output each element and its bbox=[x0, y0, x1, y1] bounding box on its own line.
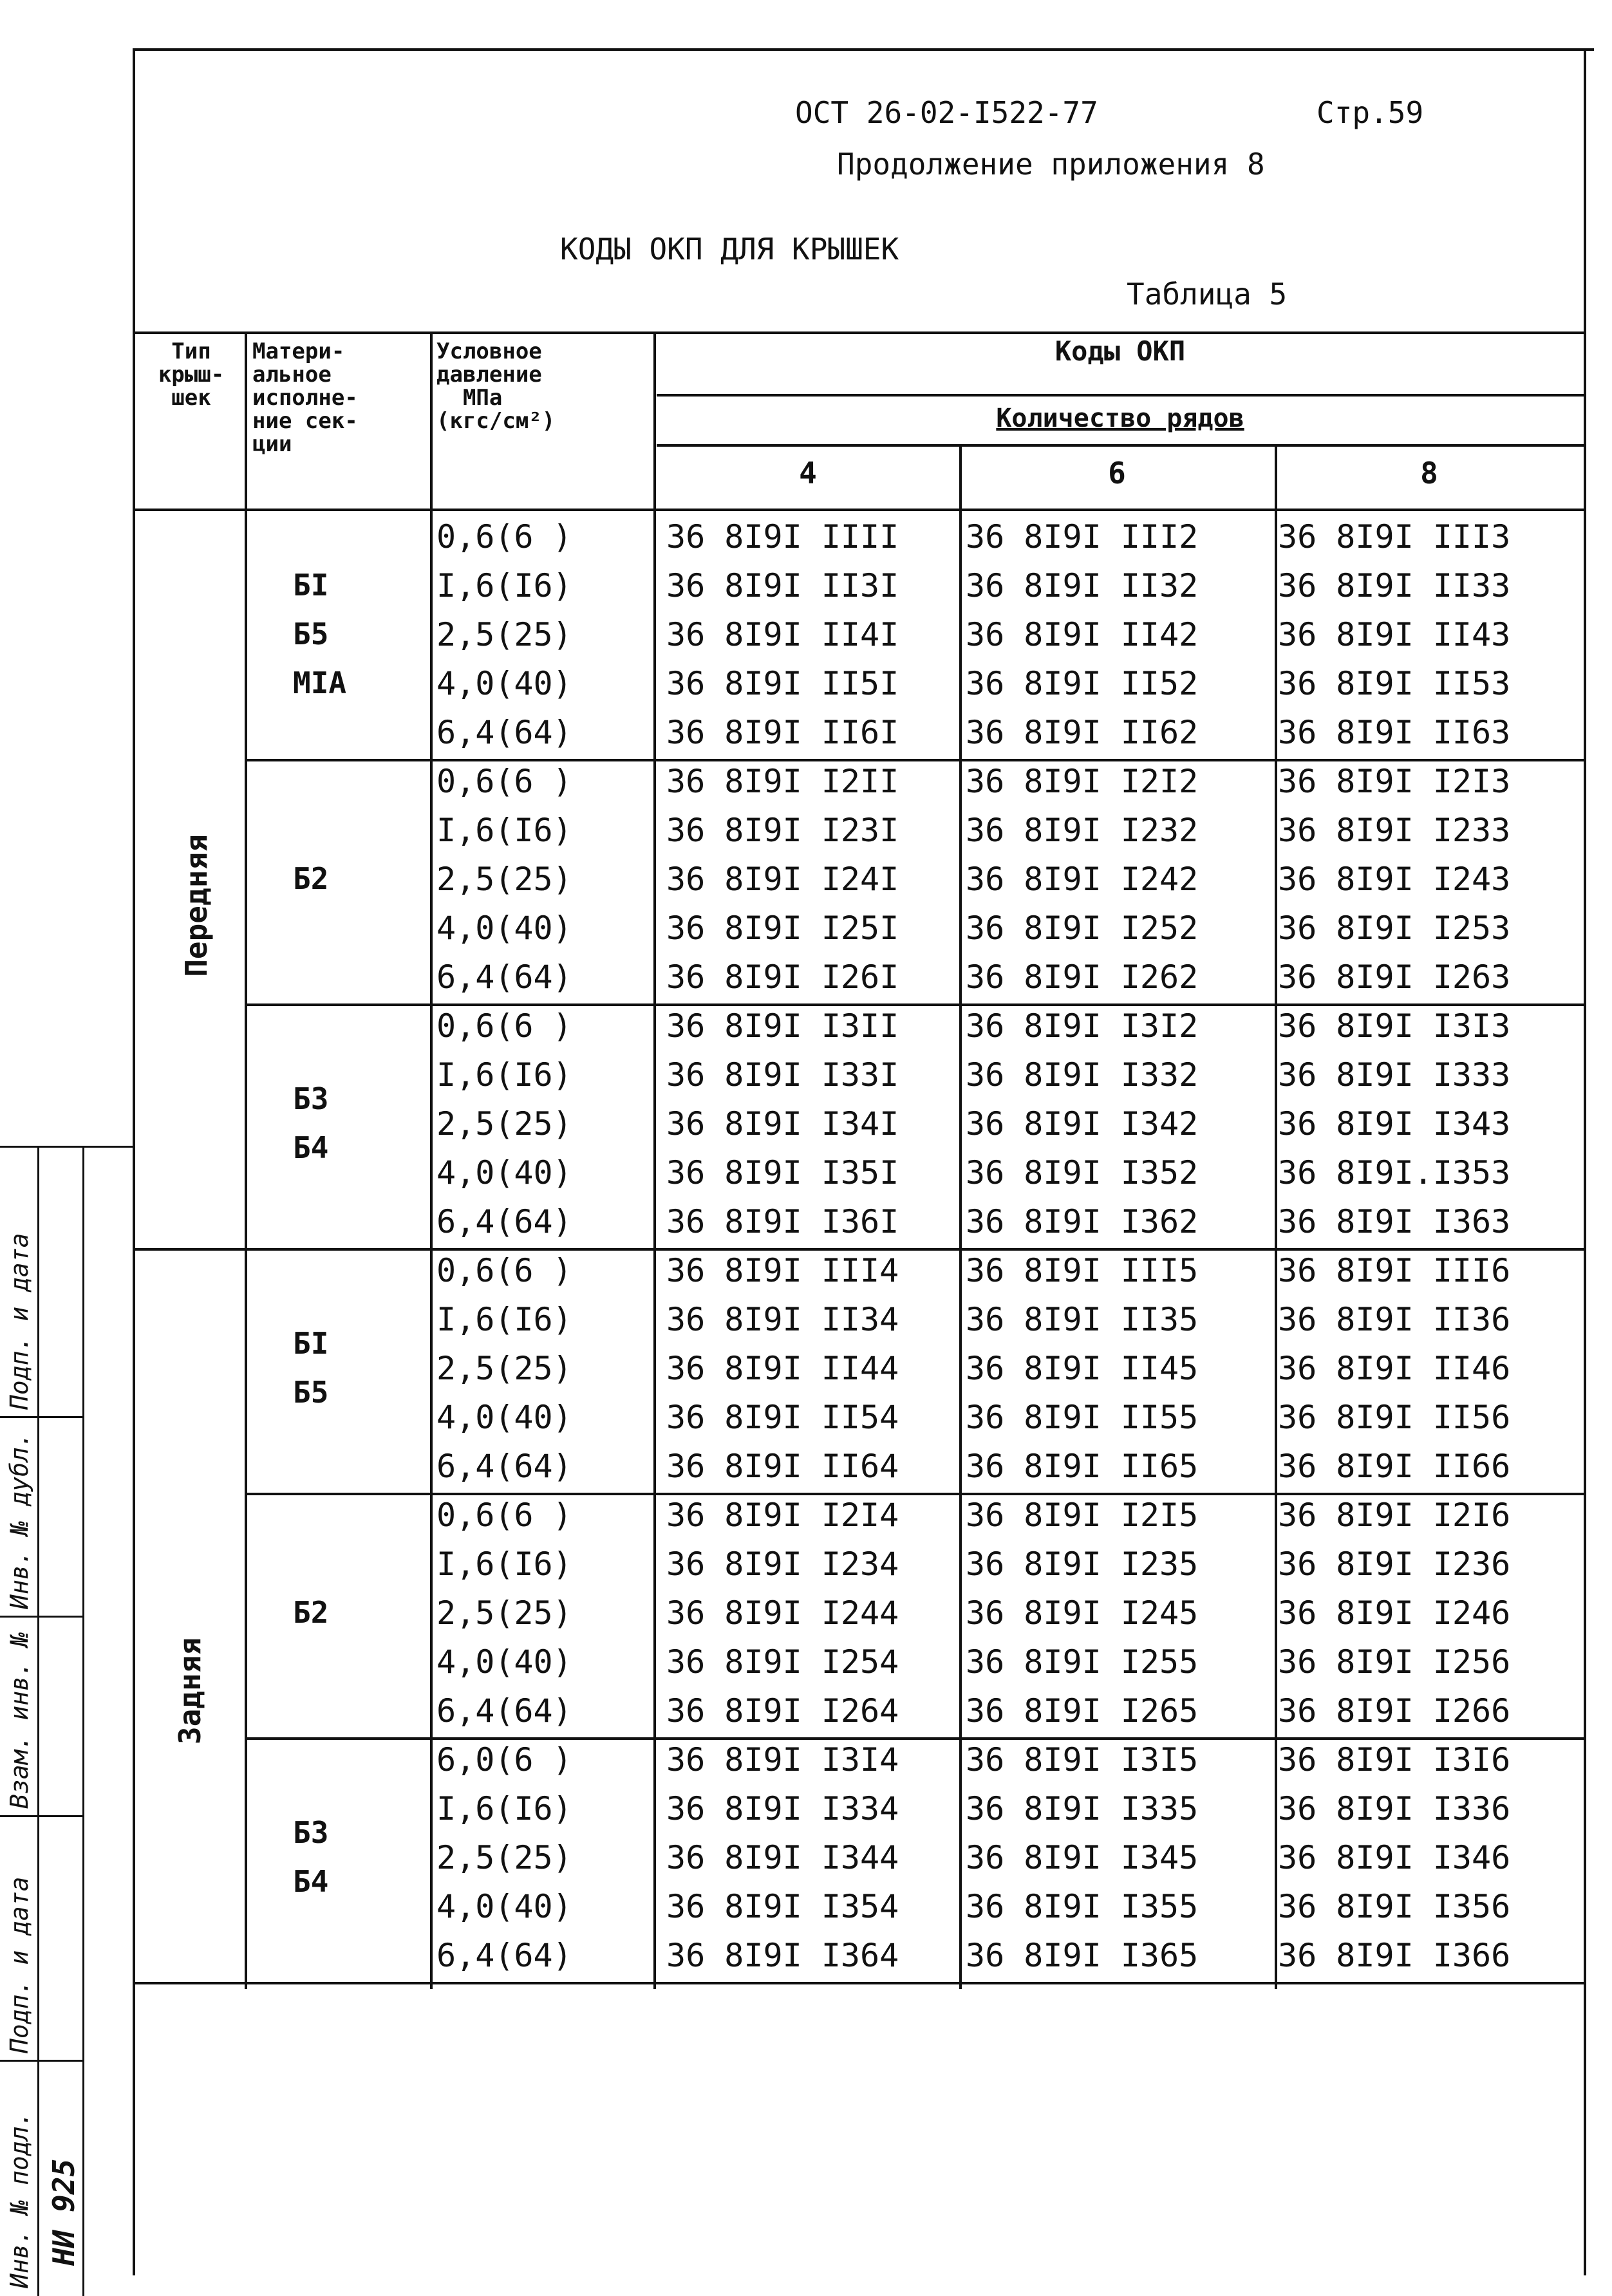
code-cell-8: 36 8I9I I253 bbox=[1278, 910, 1511, 947]
code-cell-8: 36 8I9I I243 bbox=[1278, 861, 1511, 898]
code-cell-8: 36 8I9I I343 bbox=[1278, 1105, 1511, 1143]
document-code: ОСТ 26-02-I522-77 bbox=[795, 95, 1098, 130]
code-cell-8: 36 8I9I I366 bbox=[1278, 1937, 1511, 1974]
code-cell-8: 36 8I9I.I353 bbox=[1278, 1154, 1511, 1191]
code-cell-4: 36 8I9I I244 bbox=[666, 1594, 899, 1632]
pressure-cell: 4,0(40) bbox=[436, 1399, 572, 1436]
pressure-cell: 0,6(6 ) bbox=[436, 763, 572, 800]
code-cell-4: 36 8I9I I3I4 bbox=[666, 1741, 899, 1778]
code-cell-4: 36 8I9I I34I bbox=[666, 1105, 899, 1143]
table-top-line bbox=[133, 331, 1586, 334]
code-cell-4: 36 8I9I II44 bbox=[666, 1350, 899, 1387]
pressure-cell: I,6(I6) bbox=[436, 1545, 572, 1583]
block-separator bbox=[245, 1493, 1586, 1495]
code-cell-8: 36 8I9I I336 bbox=[1278, 1790, 1511, 1827]
material-cell: Б3 Б4 bbox=[293, 1081, 329, 1165]
code-cell-8: 36 8I9I III6 bbox=[1278, 1252, 1511, 1289]
code-cell-6: 36 8I9I I355 bbox=[966, 1888, 1199, 1925]
pressure-cell: 0,6(6 ) bbox=[436, 518, 572, 555]
code-cell-4: 36 8I9I I35I bbox=[666, 1154, 899, 1191]
code-cell-6: 36 8I9I II32 bbox=[966, 567, 1199, 604]
pressure-cell: 4,0(40) bbox=[436, 910, 572, 947]
material-cell: Б2 bbox=[293, 1595, 329, 1630]
code-cell-8: 36 8I9I I2I6 bbox=[1278, 1497, 1511, 1534]
stamp-col-line-1 bbox=[37, 1146, 39, 2296]
code-cell-8: 36 8I9I I346 bbox=[1278, 1839, 1511, 1876]
frame-left-border bbox=[133, 48, 135, 2275]
header-rows-count: Количество рядов bbox=[996, 404, 1244, 433]
col-line-material bbox=[430, 331, 433, 1989]
code-cell-8: 36 8I9I I233 bbox=[1278, 812, 1511, 849]
code-cell-8: 36 8I9I II53 bbox=[1278, 665, 1511, 702]
pressure-cell: I,6(I6) bbox=[436, 1301, 572, 1338]
code-cell-4: 36 8I9I I354 bbox=[666, 1888, 899, 1925]
pressure-cell: 4,0(40) bbox=[436, 1154, 572, 1191]
group-separator bbox=[133, 1982, 1586, 1984]
code-cell-8: 36 8I9I II63 bbox=[1278, 714, 1511, 751]
code-cell-4: 36 8I9I I334 bbox=[666, 1790, 899, 1827]
header-rowcount-6: 6 bbox=[1108, 456, 1126, 490]
col-line-6 bbox=[1275, 444, 1277, 1989]
pressure-cell: 4,0(40) bbox=[436, 1888, 572, 1925]
pressure-cell: 6,4(64) bbox=[436, 1203, 572, 1240]
code-cell-6: 36 8I9I I242 bbox=[966, 861, 1199, 898]
code-cell-4: 36 8I9I IIII bbox=[666, 518, 899, 555]
code-cell-4: 36 8I9I I344 bbox=[666, 1839, 899, 1876]
code-cell-6: 36 8I9I I342 bbox=[966, 1105, 1199, 1143]
code-cell-4: 36 8I9I II6I bbox=[666, 714, 899, 751]
code-cell-4: 36 8I9I I33I bbox=[666, 1056, 899, 1094]
pressure-cell: 2,5(25) bbox=[436, 1594, 572, 1632]
pressure-cell: 2,5(25) bbox=[436, 1105, 572, 1143]
material-cell: БI Б5 МIА bbox=[293, 568, 347, 700]
code-cell-4: 36 8I9I I264 bbox=[666, 1692, 899, 1730]
pressure-cell: 6,4(64) bbox=[436, 1937, 572, 1974]
header-type: Тип крыш- шек bbox=[158, 339, 225, 411]
code-cell-4: 36 8I9I II3I bbox=[666, 567, 899, 604]
stamp-inv-dubl: Инв. № дубл. bbox=[5, 1432, 33, 1609]
code-cell-8: 36 8I9I I266 bbox=[1278, 1692, 1511, 1730]
group-type-rear: Задняя bbox=[173, 1637, 207, 1745]
code-cell-4: 36 8I9I I234 bbox=[666, 1545, 899, 1583]
pressure-cell: 6,0(6 ) bbox=[436, 1741, 572, 1778]
pressure-cell: 2,5(25) bbox=[436, 616, 572, 653]
pressure-cell: 4,0(40) bbox=[436, 1643, 572, 1681]
code-cell-4: 36 8I9I I254 bbox=[666, 1643, 899, 1681]
group-type-front: Передняя bbox=[179, 834, 214, 977]
code-cell-6: 36 8I9I II65 bbox=[966, 1448, 1199, 1485]
header-pressure: Условное давление МПа (кгс/см²) bbox=[436, 339, 556, 434]
pressure-cell: 0,6(6 ) bbox=[436, 1007, 572, 1045]
code-cell-8: 36 8I9I II66 bbox=[1278, 1448, 1511, 1485]
code-cell-8: 36 8I9I II36 bbox=[1278, 1301, 1511, 1338]
code-cell-8: 36 8I9I I3I6 bbox=[1278, 1741, 1511, 1778]
header-material: Матери- альное исполне- ние сек- ции bbox=[252, 339, 358, 457]
code-cell-6: 36 8I9I I335 bbox=[966, 1790, 1199, 1827]
code-cell-4: 36 8I9I II64 bbox=[666, 1448, 899, 1485]
stamp-top-line bbox=[0, 1146, 133, 1148]
stamp-sign-date-1: Подп. и дата bbox=[5, 1233, 33, 1410]
pressure-cell: I,6(I6) bbox=[436, 1790, 572, 1827]
block-separator bbox=[245, 1003, 1586, 1006]
stamp-line-2 bbox=[0, 1616, 84, 1618]
code-cell-6: 36 8I9I II42 bbox=[966, 616, 1199, 653]
pressure-cell: 2,5(25) bbox=[436, 1350, 572, 1387]
material-cell: БI Б5 bbox=[293, 1326, 329, 1410]
code-cell-6: 36 8I9I I2I2 bbox=[966, 763, 1199, 800]
code-cell-6: 36 8I9I II52 bbox=[966, 665, 1199, 702]
code-cell-4: 36 8I9I I26I bbox=[666, 958, 899, 996]
col-line-pressure bbox=[653, 331, 656, 1989]
code-cell-4: 36 8I9I I2I4 bbox=[666, 1497, 899, 1534]
code-cell-6: 36 8I9I I262 bbox=[966, 958, 1199, 996]
code-cell-4: 36 8I9I I23I bbox=[666, 812, 899, 849]
pressure-cell: 0,6(6 ) bbox=[436, 1497, 572, 1534]
pressure-cell: I,6(I6) bbox=[436, 567, 572, 604]
code-cell-8: 36 8I9I I263 bbox=[1278, 958, 1511, 996]
code-cell-6: 36 8I9I I332 bbox=[966, 1056, 1199, 1094]
code-cell-6: 36 8I9I II62 bbox=[966, 714, 1199, 751]
code-cell-6: 36 8I9I II35 bbox=[966, 1301, 1199, 1338]
code-cell-6: 36 8I9I I2I5 bbox=[966, 1497, 1199, 1534]
code-cell-6: 36 8I9I I345 bbox=[966, 1839, 1199, 1876]
material-cell: Б2 bbox=[293, 861, 329, 896]
code-cell-4: 36 8I9I I364 bbox=[666, 1937, 899, 1974]
code-cell-4: 36 8I9I I2II bbox=[666, 763, 899, 800]
header-bottom-line bbox=[133, 509, 1586, 511]
code-cell-8: 36 8I9I I236 bbox=[1278, 1545, 1511, 1583]
block-separator bbox=[245, 1737, 1586, 1740]
code-cell-6: 36 8I9I II55 bbox=[966, 1399, 1199, 1436]
pressure-cell: 6,4(64) bbox=[436, 1448, 572, 1485]
code-cell-8: 36 8I9I II33 bbox=[1278, 567, 1511, 604]
codes-header-line bbox=[657, 394, 1584, 397]
stamp-line-3 bbox=[0, 1815, 84, 1817]
code-cell-4: 36 8I9I II54 bbox=[666, 1399, 899, 1436]
code-cell-4: 36 8I9I I24I bbox=[666, 861, 899, 898]
pressure-cell: 4,0(40) bbox=[436, 665, 572, 702]
stamp-vzam-inv: Взам. инв. № bbox=[5, 1632, 33, 1809]
code-cell-8: 36 8I9I I363 bbox=[1278, 1203, 1511, 1240]
stamp-line-4 bbox=[0, 2060, 84, 2062]
stamp-inv-podl: Инв. № подл. bbox=[5, 2111, 33, 2288]
code-cell-4: 36 8I9I II4I bbox=[666, 616, 899, 653]
table-label: Таблица 5 bbox=[1127, 277, 1288, 312]
pressure-cell: 2,5(25) bbox=[436, 861, 572, 898]
code-cell-4: 36 8I9I I25I bbox=[666, 910, 899, 947]
col-line-4 bbox=[959, 444, 962, 1989]
code-cell-8: 36 8I9I I356 bbox=[1278, 1888, 1511, 1925]
code-cell-6: 36 8I9I I3I5 bbox=[966, 1741, 1199, 1778]
code-cell-4: 36 8I9I II34 bbox=[666, 1301, 899, 1338]
pressure-cell: 6,4(64) bbox=[436, 714, 572, 751]
material-cell: Б3 Б4 bbox=[293, 1815, 329, 1899]
code-cell-6: 36 8I9I I352 bbox=[966, 1154, 1199, 1191]
code-cell-8: 36 8I9I I246 bbox=[1278, 1594, 1511, 1632]
stamp-inv-number: НИ 925 bbox=[46, 2158, 81, 2266]
code-cell-4: 36 8I9I I3II bbox=[666, 1007, 899, 1045]
code-cell-6: 36 8I9I III2 bbox=[966, 518, 1199, 555]
code-cell-6: 36 8I9I III5 bbox=[966, 1252, 1199, 1289]
table-title: КОДЫ ОКП ДЛЯ КРЫШЕК bbox=[560, 232, 899, 266]
col-line-type bbox=[245, 331, 247, 1989]
block-separator bbox=[245, 759, 1586, 761]
code-cell-6: 36 8I9I I3I2 bbox=[966, 1007, 1199, 1045]
code-cell-8: 36 8I9I III3 bbox=[1278, 518, 1511, 555]
code-cell-4: 36 8I9I III4 bbox=[666, 1252, 899, 1289]
code-cell-6: 36 8I9I I365 bbox=[966, 1937, 1199, 1974]
pressure-cell: I,6(I6) bbox=[436, 1056, 572, 1094]
code-cell-6: 36 8I9I I362 bbox=[966, 1203, 1199, 1240]
code-cell-8: 36 8I9I II46 bbox=[1278, 1350, 1511, 1387]
page-number: Стр.59 bbox=[1317, 95, 1424, 130]
header-codes: Коды ОКП bbox=[1054, 335, 1186, 367]
code-cell-6: 36 8I9I I255 bbox=[966, 1643, 1199, 1681]
header-rowcount-8: 8 bbox=[1420, 456, 1438, 490]
code-cell-6: 36 8I9I I235 bbox=[966, 1545, 1199, 1583]
code-cell-4: 36 8I9I II5I bbox=[666, 665, 899, 702]
code-cell-8: 36 8I9I I3I3 bbox=[1278, 1007, 1511, 1045]
code-cell-4: 36 8I9I I36I bbox=[666, 1203, 899, 1240]
code-cell-8: 36 8I9I I333 bbox=[1278, 1056, 1511, 1094]
code-cell-6: 36 8I9I I232 bbox=[966, 812, 1199, 849]
header-rowcount-4: 4 bbox=[799, 456, 817, 490]
stamp-line-1 bbox=[0, 1416, 84, 1418]
code-cell-8: 36 8I9I I2I3 bbox=[1278, 763, 1511, 800]
pressure-cell: 2,5(25) bbox=[436, 1839, 572, 1876]
stamp-col-line-2 bbox=[82, 1146, 84, 2296]
code-cell-8: 36 8I9I II43 bbox=[1278, 616, 1511, 653]
code-cell-6: 36 8I9I I245 bbox=[966, 1594, 1199, 1632]
pressure-cell: 6,4(64) bbox=[436, 1692, 572, 1730]
code-cell-8: 36 8I9I II56 bbox=[1278, 1399, 1511, 1436]
continuation-note: Продолжение приложения 8 bbox=[837, 147, 1265, 182]
pressure-cell: I,6(I6) bbox=[436, 812, 572, 849]
stamp-sign-date-2: Подп. и дата bbox=[5, 1876, 33, 2053]
frame-top-border bbox=[133, 48, 1594, 51]
group-separator bbox=[133, 1248, 1586, 1251]
code-cell-6: 36 8I9I II45 bbox=[966, 1350, 1199, 1387]
code-cell-6: 36 8I9I I265 bbox=[966, 1692, 1199, 1730]
rows-header-line bbox=[657, 444, 1584, 447]
code-cell-8: 36 8I9I I256 bbox=[1278, 1643, 1511, 1681]
code-cell-6: 36 8I9I I252 bbox=[966, 910, 1199, 947]
pressure-cell: 0,6(6 ) bbox=[436, 1252, 572, 1289]
pressure-cell: 6,4(64) bbox=[436, 958, 572, 996]
frame-right-border bbox=[1584, 48, 1586, 2275]
